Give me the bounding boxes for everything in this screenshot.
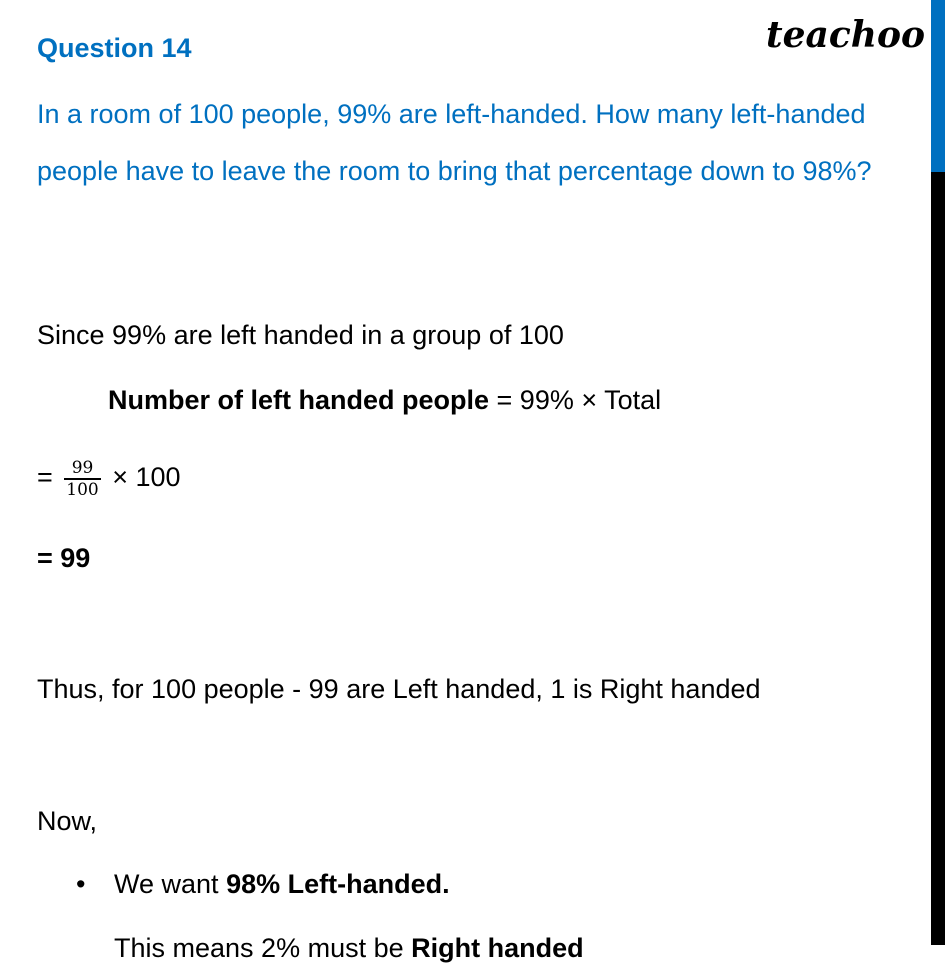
teachoo-logo: teachoo — [766, 14, 925, 56]
fraction — [64, 458, 100, 500]
bullet-item-1 — [114, 869, 450, 900]
formula-text: = 99% × Total — [489, 385, 662, 415]
result-line: = 99 — [37, 543, 91, 573]
bullet-1-bold: 98% Left-handed. — [226, 869, 450, 899]
bullet-2-bold: Right handed — [411, 933, 584, 963]
bullet-item-2 — [114, 933, 584, 964]
accent-bar-black — [931, 172, 945, 945]
solution-line-1: Since 99% are left handed in a group of 100 — [37, 320, 564, 350]
left-handed-label: Number of left handed people — [108, 385, 490, 415]
accent-bar-blue — [931, 0, 945, 172]
solution-line-5: Thus, for 100 people - 99 are Left handed, 1 is Right handed — [37, 674, 761, 704]
solution-line-6: Now, — [37, 806, 98, 836]
bullet-2-text: This means 2% must be — [114, 933, 412, 963]
fraction-numerator: 99 — [64, 458, 100, 480]
multiply-text: × 100 — [104, 462, 181, 493]
fraction-denominator: 100 — [66, 480, 99, 500]
equals-sign: = — [37, 462, 61, 493]
question-text: In a room of 100 people, 99% are left-handed. How many left-handed people have to leave the room to bring that percentage down to 98%? — [37, 99, 872, 186]
bullet-dot-icon: • — [76, 869, 86, 899]
question-title: Question 14 — [37, 33, 192, 63]
solution-line-3 — [37, 458, 181, 500]
solution-line-2 — [108, 385, 661, 416]
bullet-1-text: We want — [114, 869, 227, 899]
